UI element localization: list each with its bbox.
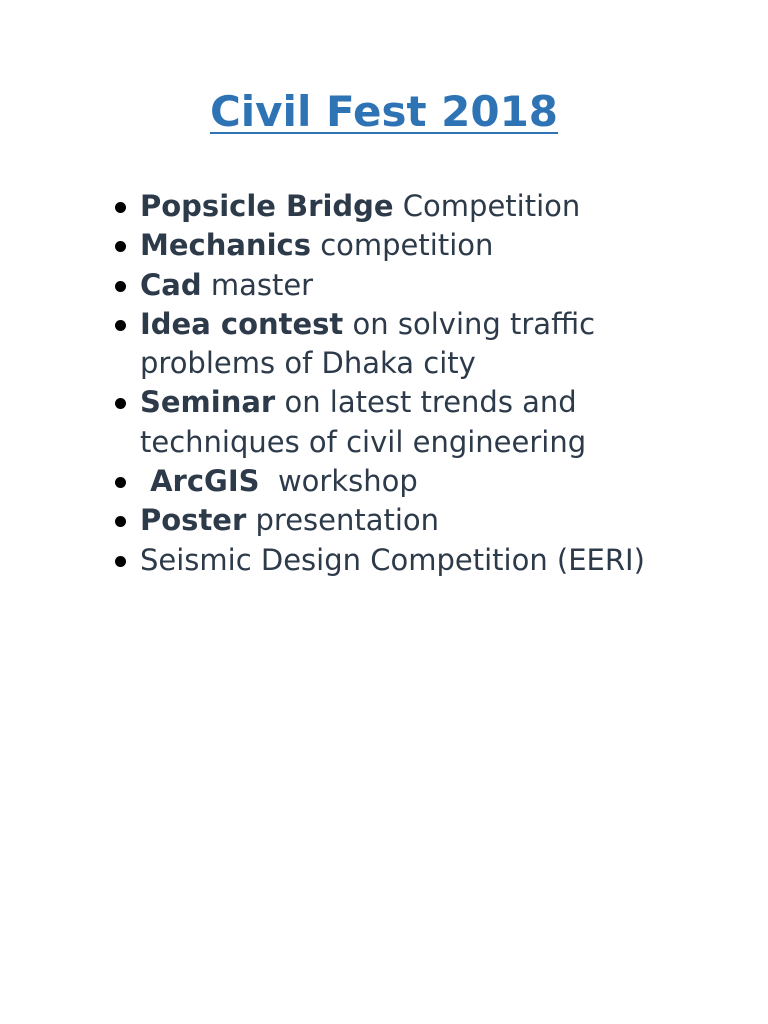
bullet-icon [115,398,126,409]
list-item [140,501,700,540]
event-name: Seminar [140,385,276,420]
bullet-icon [115,241,126,252]
event-name: ArcGIS [140,464,260,499]
event-description: master [201,267,314,302]
event-description: Competition [393,189,581,223]
bullet-icon [115,320,126,331]
bullet-icon [115,516,126,527]
list-item [140,266,700,305]
list-item [140,187,700,226]
event-name: Mechanics [140,228,311,263]
event-name: Cad [140,267,202,302]
list-item [140,462,700,501]
bullet-icon [115,556,126,567]
list-item [140,226,700,265]
event-description: Seismic Design Competition (EERI) [140,542,645,577]
event-name: Idea contest [140,306,344,341]
event-description: competition [310,228,494,263]
list-item [140,305,700,384]
event-name: Popsicle Bridge [140,189,394,223]
event-description: presentation [246,503,440,538]
event-name: Poster [140,503,247,538]
bullet-icon [115,477,126,488]
event-description: workshop [259,464,418,499]
list-item [140,383,700,462]
list-item [140,541,700,580]
bullet-icon [115,281,126,292]
page-title: Civil Fest 2018 [209,87,559,136]
event-description: on latest trends and techniques of civil engineering [140,385,587,459]
event-description: on solving traffic problems of Dhaka city [140,306,596,381]
bullet-icon [115,202,126,213]
event-list [140,187,700,580]
